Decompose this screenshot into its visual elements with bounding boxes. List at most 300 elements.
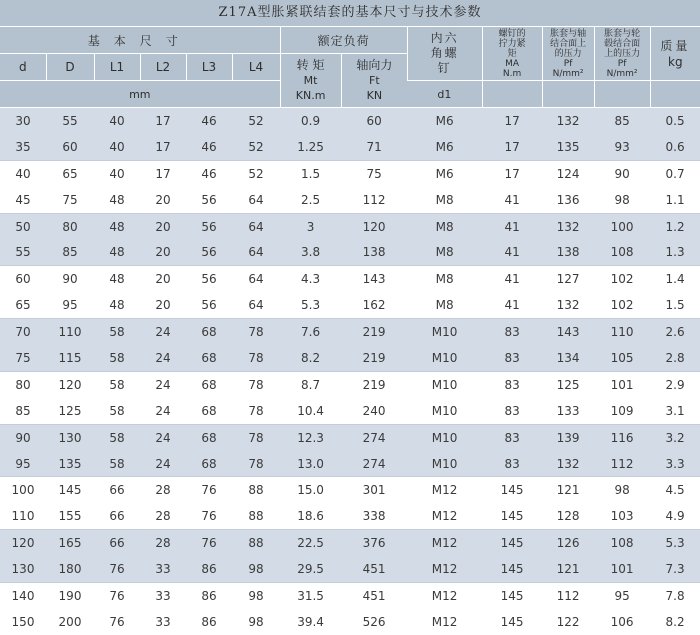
cell-mass: 2.9 — [650, 371, 700, 397]
cell-d1: M8 — [407, 239, 482, 265]
cell-d1: M8 — [407, 213, 482, 239]
cell-d1: M12 — [407, 503, 482, 529]
table-row — [0, 345, 700, 371]
cell-L3: 68 — [186, 424, 232, 450]
cell-MA: 145 — [482, 503, 542, 529]
cell-Mt: 7.6 — [280, 319, 341, 345]
cell-L4: 64 — [232, 266, 280, 292]
cell-Pf2: 112 — [594, 451, 650, 477]
cell-L2: 33 — [140, 583, 186, 609]
cell-Pf2: 100 — [594, 213, 650, 239]
cell-mass: 3.1 — [650, 398, 700, 424]
cell-d1: M6 — [407, 134, 482, 160]
cell-Pf2: 93 — [594, 134, 650, 160]
cell-Ft: 120 — [341, 213, 407, 239]
cell-L2: 20 — [140, 266, 186, 292]
cell-Pf: 122 — [542, 609, 594, 635]
cell-Pf: 128 — [542, 503, 594, 529]
cell-d: 95 — [0, 451, 46, 477]
table-title: Z17A型胀紧联结套的基本尺寸与技术参数 — [0, 0, 700, 26]
cell-Pf: 132 — [542, 292, 594, 318]
cell-Mt: 1.5 — [280, 160, 341, 186]
table-row — [0, 451, 700, 477]
cell-d: 55 — [0, 239, 46, 265]
cell-Mt: 8.2 — [280, 345, 341, 371]
cell-L4: 98 — [232, 556, 280, 582]
cell-MA: 41 — [482, 266, 542, 292]
cell-L3: 76 — [186, 477, 232, 503]
cell-L2: 28 — [140, 477, 186, 503]
cell-mass: 1.2 — [650, 213, 700, 239]
cell-d1: M12 — [407, 583, 482, 609]
cell-MA: 83 — [482, 451, 542, 477]
cell-L1: 40 — [94, 108, 140, 134]
header-blank — [542, 81, 594, 108]
cell-L2: 20 — [140, 187, 186, 213]
cell-Mt: 2.5 — [280, 187, 341, 213]
unit-mm: mm — [0, 81, 280, 108]
cell-Mt: 22.5 — [280, 530, 341, 556]
cell-d1: M12 — [407, 530, 482, 556]
cell-L2: 24 — [140, 398, 186, 424]
cell-mass: 1.4 — [650, 266, 700, 292]
cell-L2: 24 — [140, 451, 186, 477]
cell-Ft: 338 — [341, 503, 407, 529]
col-axial: 轴向力 Ft KN — [341, 54, 407, 108]
cell-L3: 76 — [186, 503, 232, 529]
cell-MA: 83 — [482, 371, 542, 397]
table-row — [0, 398, 700, 424]
cell-L4: 52 — [232, 108, 280, 134]
cell-L2: 20 — [140, 239, 186, 265]
cell-Ft: 526 — [341, 609, 407, 635]
cell-Pf: 132 — [542, 108, 594, 134]
cell-MA: 41 — [482, 187, 542, 213]
cell-d1: M10 — [407, 345, 482, 371]
cell-d1: M10 — [407, 451, 482, 477]
cell-L2: 20 — [140, 213, 186, 239]
cell-D: 75 — [46, 187, 94, 213]
cell-L3: 68 — [186, 371, 232, 397]
cell-D: 190 — [46, 583, 94, 609]
cell-L1: 76 — [94, 609, 140, 635]
cell-L1: 66 — [94, 530, 140, 556]
cell-L4: 78 — [232, 345, 280, 371]
cell-MA: 145 — [482, 477, 542, 503]
table-row — [0, 187, 700, 213]
cell-Pf2: 101 — [594, 556, 650, 582]
cell-L4: 64 — [232, 213, 280, 239]
cell-d1: M8 — [407, 187, 482, 213]
table-row — [0, 134, 700, 160]
cell-D: 80 — [46, 213, 94, 239]
cell-Mt: 29.5 — [280, 556, 341, 582]
cell-L1: 76 — [94, 583, 140, 609]
cell-L3: 56 — [186, 213, 232, 239]
cell-Pf2: 108 — [594, 239, 650, 265]
cell-MA: 41 — [482, 292, 542, 318]
cell-Ft: 301 — [341, 477, 407, 503]
cell-MA: 17 — [482, 108, 542, 134]
cell-Ft: 71 — [341, 134, 407, 160]
cell-mass: 4.5 — [650, 477, 700, 503]
cell-Pf2: 98 — [594, 187, 650, 213]
cell-Pf2: 95 — [594, 583, 650, 609]
cell-L3: 46 — [186, 160, 232, 186]
cell-D: 180 — [46, 556, 94, 582]
cell-Pf: 124 — [542, 160, 594, 186]
cell-L2: 17 — [140, 160, 186, 186]
cell-L2: 24 — [140, 319, 186, 345]
cell-L1: 48 — [94, 266, 140, 292]
cell-mass: 0.5 — [650, 108, 700, 134]
cell-D: 90 — [46, 266, 94, 292]
cell-Mt: 1.25 — [280, 134, 341, 160]
cell-L1: 58 — [94, 371, 140, 397]
cell-mass: 3.2 — [650, 424, 700, 450]
cell-Mt: 8.7 — [280, 371, 341, 397]
cell-D: 135 — [46, 451, 94, 477]
table-row — [0, 239, 700, 265]
cell-L4: 78 — [232, 398, 280, 424]
cell-D: 130 — [46, 424, 94, 450]
cell-L3: 46 — [186, 108, 232, 134]
cell-L4: 98 — [232, 583, 280, 609]
cell-Pf: 112 — [542, 583, 594, 609]
cell-L3: 68 — [186, 398, 232, 424]
cell-D: 60 — [46, 134, 94, 160]
cell-MA: 17 — [482, 160, 542, 186]
cell-Ft: 451 — [341, 583, 407, 609]
cell-Pf2: 102 — [594, 266, 650, 292]
cell-d: 140 — [0, 583, 46, 609]
cell-L2: 20 — [140, 292, 186, 318]
col-L1: L1 — [94, 54, 140, 81]
cell-Pf: 121 — [542, 477, 594, 503]
cell-Mt: 4.3 — [280, 266, 341, 292]
cell-mass: 3.3 — [650, 451, 700, 477]
cell-Pf2: 98 — [594, 477, 650, 503]
cell-L3: 56 — [186, 187, 232, 213]
cell-L4: 64 — [232, 187, 280, 213]
header-blank — [650, 81, 700, 108]
header-blank — [594, 81, 650, 108]
col-d: d — [0, 54, 46, 81]
cell-mass: 2.8 — [650, 345, 700, 371]
cell-Ft: 162 — [341, 292, 407, 318]
cell-L3: 68 — [186, 451, 232, 477]
cell-Mt: 15.0 — [280, 477, 341, 503]
col-L2: L2 — [140, 54, 186, 81]
cell-Mt: 0.9 — [280, 108, 341, 134]
cell-Pf2: 102 — [594, 292, 650, 318]
cell-L4: 78 — [232, 319, 280, 345]
table-row — [0, 556, 700, 582]
header-hex-screw: 内六角螺钉 — [407, 27, 482, 81]
cell-L4: 78 — [232, 451, 280, 477]
cell-L3: 86 — [186, 583, 232, 609]
cell-D: 85 — [46, 239, 94, 265]
table-row — [0, 213, 700, 239]
cell-Pf2: 110 — [594, 319, 650, 345]
cell-Pf2: 116 — [594, 424, 650, 450]
cell-L2: 17 — [140, 134, 186, 160]
col-D: D — [46, 54, 94, 81]
cell-L1: 66 — [94, 477, 140, 503]
cell-d1: M12 — [407, 556, 482, 582]
cell-L4: 52 — [232, 160, 280, 186]
cell-d: 50 — [0, 213, 46, 239]
cell-Mt: 12.3 — [280, 424, 341, 450]
cell-L1: 48 — [94, 187, 140, 213]
header-mass: 质量 kg — [650, 27, 700, 81]
cell-d: 90 — [0, 424, 46, 450]
cell-d1: M10 — [407, 398, 482, 424]
cell-Pf: 139 — [542, 424, 594, 450]
cell-Pf2: 109 — [594, 398, 650, 424]
cell-D: 115 — [46, 345, 94, 371]
col-L3: L3 — [186, 54, 232, 81]
cell-Pf: 132 — [542, 451, 594, 477]
table-row — [0, 424, 700, 450]
header-pressure-hub: 胀套与轮毂结合面上的压力 Pf N/mm² — [594, 27, 650, 81]
cell-Pf: 135 — [542, 134, 594, 160]
header-blank — [482, 81, 542, 108]
cell-Pf: 133 — [542, 398, 594, 424]
cell-Ft: 274 — [341, 451, 407, 477]
cell-Pf2: 108 — [594, 530, 650, 556]
cell-d: 65 — [0, 292, 46, 318]
cell-d1: M12 — [407, 477, 482, 503]
cell-d1: M6 — [407, 108, 482, 134]
cell-Pf: 127 — [542, 266, 594, 292]
cell-L3: 56 — [186, 266, 232, 292]
cell-Ft: 219 — [341, 371, 407, 397]
cell-d: 75 — [0, 345, 46, 371]
cell-d: 80 — [0, 371, 46, 397]
cell-L1: 58 — [94, 424, 140, 450]
cell-MA: 41 — [482, 239, 542, 265]
cell-mass: 0.6 — [650, 134, 700, 160]
cell-Pf2: 90 — [594, 160, 650, 186]
cell-Mt: 10.4 — [280, 398, 341, 424]
cell-L4: 52 — [232, 134, 280, 160]
cell-L3: 68 — [186, 345, 232, 371]
cell-L1: 48 — [94, 213, 140, 239]
cell-Mt: 18.6 — [280, 503, 341, 529]
cell-L4: 78 — [232, 371, 280, 397]
cell-Pf: 121 — [542, 556, 594, 582]
cell-Mt: 3 — [280, 213, 341, 239]
cell-MA: 41 — [482, 213, 542, 239]
cell-L2: 24 — [140, 424, 186, 450]
cell-d: 85 — [0, 398, 46, 424]
cell-D: 120 — [46, 371, 94, 397]
cell-Ft: 376 — [341, 530, 407, 556]
cell-L4: 98 — [232, 609, 280, 635]
cell-MA: 83 — [482, 424, 542, 450]
cell-MA: 145 — [482, 609, 542, 635]
cell-L1: 76 — [94, 556, 140, 582]
cell-Pf: 132 — [542, 213, 594, 239]
col-screw-sym: d1 — [407, 81, 482, 108]
cell-Mt: 5.3 — [280, 292, 341, 318]
cell-d: 40 — [0, 160, 46, 186]
cell-d: 30 — [0, 108, 46, 134]
cell-MA: 145 — [482, 556, 542, 582]
cell-L1: 58 — [94, 398, 140, 424]
cell-mass: 1.1 — [650, 187, 700, 213]
cell-Pf: 125 — [542, 371, 594, 397]
cell-d: 45 — [0, 187, 46, 213]
col-torque: 转 矩 Mt KN.m — [280, 54, 341, 108]
cell-L3: 68 — [186, 319, 232, 345]
cell-L3: 46 — [186, 134, 232, 160]
cell-L3: 86 — [186, 556, 232, 582]
cell-L4: 64 — [232, 239, 280, 265]
cell-Pf2: 101 — [594, 371, 650, 397]
cell-mass: 7.8 — [650, 583, 700, 609]
cell-L1: 58 — [94, 345, 140, 371]
cell-L3: 56 — [186, 292, 232, 318]
cell-L1: 40 — [94, 134, 140, 160]
cell-Pf: 134 — [542, 345, 594, 371]
cell-L2: 33 — [140, 556, 186, 582]
header-rated-load: 额定负荷 — [280, 27, 407, 54]
cell-D: 125 — [46, 398, 94, 424]
cell-L4: 78 — [232, 424, 280, 450]
cell-d: 60 — [0, 266, 46, 292]
cell-Ft: 112 — [341, 187, 407, 213]
col-L4: L4 — [232, 54, 280, 81]
cell-d: 70 — [0, 319, 46, 345]
table-row — [0, 371, 700, 397]
table-row — [0, 266, 700, 292]
cell-Ft: 274 — [341, 424, 407, 450]
cell-D: 165 — [46, 530, 94, 556]
cell-L1: 48 — [94, 292, 140, 318]
table-row — [0, 503, 700, 529]
cell-d1: M6 — [407, 160, 482, 186]
cell-D: 200 — [46, 609, 94, 635]
cell-L3: 86 — [186, 609, 232, 635]
cell-Ft: 143 — [341, 266, 407, 292]
cell-MA: 83 — [482, 345, 542, 371]
table-row — [0, 477, 700, 503]
cell-Pf2: 105 — [594, 345, 650, 371]
cell-Ft: 219 — [341, 345, 407, 371]
cell-MA: 83 — [482, 319, 542, 345]
cell-MA: 83 — [482, 398, 542, 424]
cell-L4: 88 — [232, 530, 280, 556]
spec-table — [0, 27, 700, 635]
table-row — [0, 530, 700, 556]
cell-D: 95 — [46, 292, 94, 318]
cell-L1: 58 — [94, 451, 140, 477]
cell-mass: 4.9 — [650, 503, 700, 529]
cell-d: 150 — [0, 609, 46, 635]
cell-mass: 7.3 — [650, 556, 700, 582]
cell-mass: 2.6 — [650, 319, 700, 345]
header-screw-torque: 螺钉的拧力紧矩 MA N.m — [482, 27, 542, 81]
cell-L3: 76 — [186, 530, 232, 556]
cell-Pf: 126 — [542, 530, 594, 556]
cell-Mt: 39.4 — [280, 609, 341, 635]
cell-Pf: 138 — [542, 239, 594, 265]
cell-mass: 5.3 — [650, 530, 700, 556]
cell-Pf2: 103 — [594, 503, 650, 529]
cell-mass: 1.3 — [650, 239, 700, 265]
cell-L4: 88 — [232, 503, 280, 529]
cell-L1: 66 — [94, 503, 140, 529]
cell-d: 130 — [0, 556, 46, 582]
cell-Mt: 3.8 — [280, 239, 341, 265]
cell-L2: 17 — [140, 108, 186, 134]
cell-d1: M10 — [407, 424, 482, 450]
cell-Ft: 138 — [341, 239, 407, 265]
cell-MA: 145 — [482, 583, 542, 609]
header-basic-dims: 基本尺寸 — [0, 27, 280, 54]
header-pressure-shaft: 胀套与轴结合面上的压力 Pf N/mm² — [542, 27, 594, 81]
cell-Ft: 60 — [341, 108, 407, 134]
cell-Ft: 219 — [341, 319, 407, 345]
cell-L4: 64 — [232, 292, 280, 318]
cell-D: 65 — [46, 160, 94, 186]
cell-d1: M8 — [407, 292, 482, 318]
cell-L1: 48 — [94, 239, 140, 265]
cell-mass: 8.2 — [650, 609, 700, 635]
table-row — [0, 292, 700, 318]
table-row — [0, 583, 700, 609]
cell-D: 155 — [46, 503, 94, 529]
cell-d: 110 — [0, 503, 46, 529]
cell-Ft: 451 — [341, 556, 407, 582]
cell-D: 110 — [46, 319, 94, 345]
spec-rows — [0, 108, 700, 635]
cell-Ft: 240 — [341, 398, 407, 424]
cell-Mt: 31.5 — [280, 583, 341, 609]
table-row — [0, 160, 700, 186]
cell-d: 120 — [0, 530, 46, 556]
cell-Pf2: 85 — [594, 108, 650, 134]
cell-L4: 88 — [232, 477, 280, 503]
cell-Pf2: 106 — [594, 609, 650, 635]
cell-L1: 58 — [94, 319, 140, 345]
cell-D: 145 — [46, 477, 94, 503]
cell-MA: 145 — [482, 530, 542, 556]
cell-L3: 56 — [186, 239, 232, 265]
cell-L2: 33 — [140, 609, 186, 635]
table-row — [0, 108, 700, 134]
cell-L1: 40 — [94, 160, 140, 186]
cell-L2: 28 — [140, 530, 186, 556]
cell-mass: 1.5 — [650, 292, 700, 318]
cell-MA: 17 — [482, 134, 542, 160]
cell-d1: M12 — [407, 609, 482, 635]
cell-d1: M10 — [407, 319, 482, 345]
cell-d: 100 — [0, 477, 46, 503]
cell-L2: 24 — [140, 345, 186, 371]
cell-mass: 0.7 — [650, 160, 700, 186]
cell-L2: 24 — [140, 371, 186, 397]
table-row — [0, 319, 700, 345]
cell-d: 35 — [0, 134, 46, 160]
cell-L2: 28 — [140, 503, 186, 529]
cell-D: 55 — [46, 108, 94, 134]
cell-d1: M10 — [407, 371, 482, 397]
cell-Ft: 75 — [341, 160, 407, 186]
cell-Pf: 136 — [542, 187, 594, 213]
